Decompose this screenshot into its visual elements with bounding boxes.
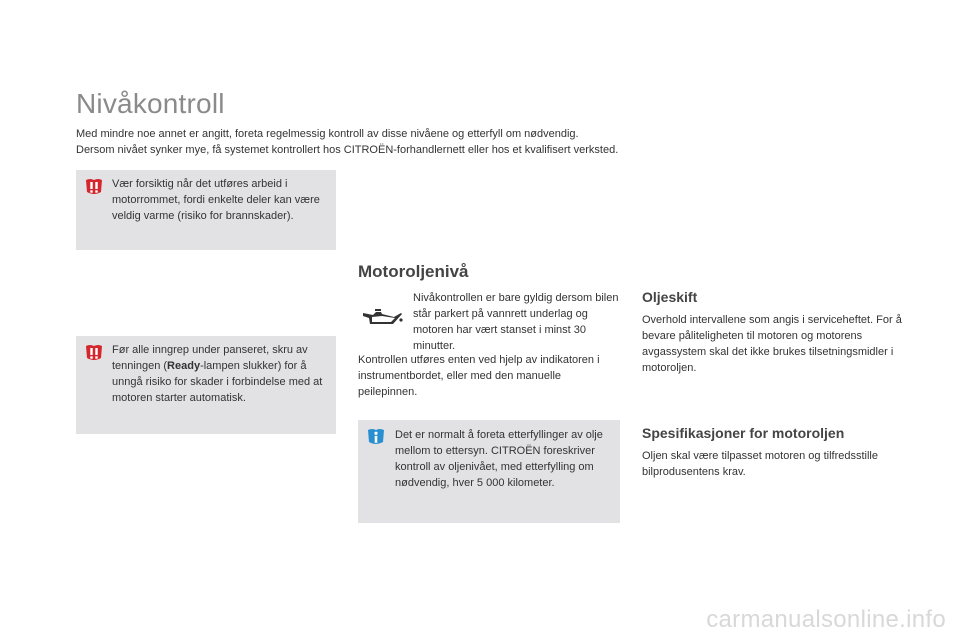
watermark: carmanualsonline.info: [706, 606, 946, 633]
section-title-motor-oil-level: Motoroljenivå: [358, 262, 469, 281]
info-icon: [366, 428, 386, 448]
page-title: Nivåkontroll: [76, 88, 225, 119]
ready-lamp-label: Ready: [167, 360, 201, 372]
warning-note-ignition: [76, 336, 336, 434]
warning-text-end: -lampen slukker) for å unngå risiko for skader i forbindelse med at motoren starter automatisk.: [112, 360, 323, 404]
warning-text: [112, 342, 330, 406]
oil-can-icon: [360, 306, 404, 328]
section-title-oil-specifications: Spesifikasjoner for motoroljen: [642, 425, 845, 441]
motor-oil-condition-text: Nivåkontrollen er bare gyldig dersom bilen står parkert på vannrett underlag og motoren har vært stanset i minst 30 minutter.: [413, 292, 619, 352]
oil-specifications-text: Oljen skal være tilpasset motoren og tilfredsstille bilprodusentens krav.: [642, 450, 878, 478]
warning-text-start: Før alle inngrep under panseret, skru av tenningen (: [112, 344, 308, 372]
section-title-oil-change: Oljeskift: [642, 289, 698, 305]
info-text: Det er normalt å foreta etterfyllinger av olje mellom to ettersyn. CITROËN foreskriver kontroll av oljenivået, med etterfylling om nødvendig, hver 5 000 kilometer.: [395, 429, 603, 489]
warning-note-hot-parts: [76, 170, 336, 250]
motor-oil-check-method-text: Kontrollen utføres enten ved hjelp av indikatoren i instrumentbordet, eller med den manuelle peilepinnen.: [358, 354, 600, 398]
oil-change-text: Overhold intervallene som angis i serviceheftet. For å bevare påliteligheten til motoren og motorens avgassystem skal det ikke brukes tilsetningsmidler i motoroljen.: [642, 314, 902, 374]
intro-line-2: Dersom nivået synker mye, få systemet kontrollert hos CITROËN-forhandlernett eller hos et kvalifisert verksted.: [76, 144, 619, 156]
info-note-topping-up: [358, 420, 620, 523]
warning-exclamation-icon: [84, 178, 104, 198]
intro-text: [76, 126, 936, 158]
warning-exclamation-icon: [84, 344, 104, 364]
warning-text: Vær forsiktig når det utføres arbeid i motorrommet, fordi enkelte deler kan være veldig varme (risiko for brannskader).: [112, 178, 320, 222]
intro-line-1: Med mindre noe annet er angitt, foreta regelmessig kontroll av disse nivåene og etterfyll om nødvendig.: [76, 128, 579, 140]
